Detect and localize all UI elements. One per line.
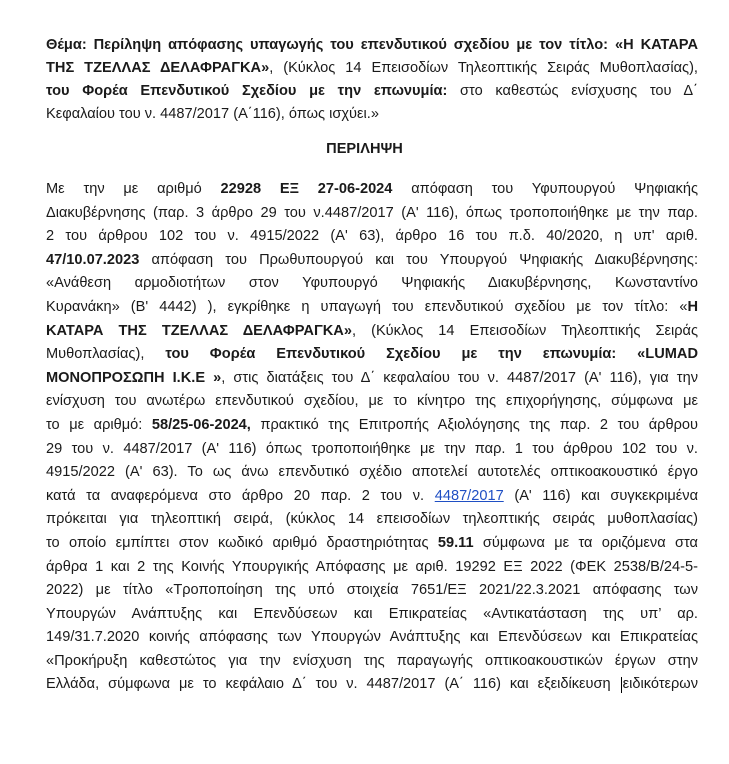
text-segment: 149/31.7.2020 κοινής απόφασης των Υπουργών Ανάπτυξης και Επενδύσεων και Επικρατείας bbox=[46, 629, 698, 646]
text-segment: ενίσχυση του ανωτέρω επενδυτικού σχεδίου, με το κίνητρο της επιχορήγησης, σύμφωνα με bbox=[46, 393, 698, 410]
subject-scheme-text: στο καθεστώς ενίσχυσης του Δ΄ bbox=[460, 83, 698, 99]
text-segment: Με την με αριθμό bbox=[46, 181, 202, 197]
body-line bbox=[46, 390, 698, 414]
text-segment: απόφαση του Υφυπουργού Ψηφιακής bbox=[411, 181, 698, 197]
body-line bbox=[46, 296, 698, 320]
body-line bbox=[46, 249, 698, 273]
subject-line-2 bbox=[46, 57, 698, 80]
text-segment: «Προκήρυξη καθεστώτος για την ενίσχυση της παραγωγής οπτικοακουστικών έργων στην bbox=[46, 652, 698, 669]
text-segment: Υπουργών Ανάπτυξης και Επενδύσεων και Επικρατείας «Αντικατάσταση της υπ’ αρ. bbox=[46, 605, 698, 622]
title-bold: Η bbox=[687, 298, 698, 315]
body-line bbox=[46, 532, 698, 556]
document-subject bbox=[46, 34, 698, 126]
body-line bbox=[46, 225, 698, 249]
subject-law-ref: Κεφαλαίου του ν. 4487/2017 (Α΄116), όπως ισχύει.» bbox=[46, 106, 379, 122]
decision-number: 22928 ΕΞ 27-06-2024 bbox=[220, 181, 393, 197]
text-segment: «Ανάθεση αρμοδιοτήτων στον Υφυπουργό Ψηφιακής Διακυβέρνησης, Κωνσταντίνο bbox=[46, 275, 698, 292]
text-segment: σύμφωνα με τα οριζόμενα στα bbox=[482, 534, 698, 551]
subject-line-3 bbox=[46, 80, 698, 103]
body-line bbox=[46, 178, 698, 202]
text-cursor bbox=[621, 677, 622, 693]
text-segment: 2022) με τίτλο «Τροποποίηση της υπό στοιχεία 7651/ΕΞ 2021/22.3.2021 απόφασης των bbox=[46, 582, 698, 599]
text-segment: κατά τα αναφερόμενα στο άρθρο 20 παρ. 2 του ν. bbox=[46, 487, 425, 504]
text-segment: απόφαση του Πρωθυπουργού και του Υπουργού Ψηφιακής Διακυβέρνησης: bbox=[151, 251, 699, 268]
text-segment: πρόκειται για τηλεοπτική σειρά, (κύκλος 14 επεισοδίων τηλεοπτικής σειράς μυθοπλασίας) bbox=[46, 511, 698, 528]
body-line bbox=[46, 579, 698, 603]
text-segment: Ελλάδα, σύμφωνα με το κεφάλαιο Δ΄ του ν. 4487/2017 (Α΄ 116) και εξειδίκευση bbox=[46, 676, 611, 693]
subject-title-bold: Θέμα: Περίληψη απόφασης υπαγωγής του επενδυτικού σχεδίου με τον τίτλο: «Η ΚΑΤΑΡΑ bbox=[46, 37, 698, 53]
text-segment: , (Κύκλος 14 Επεισοδίων Τηλεοπτικής Σειράς bbox=[351, 322, 698, 339]
text-segment: ειδικότερων bbox=[622, 676, 698, 693]
summary-paragraph bbox=[46, 178, 698, 697]
text-segment: (Α' 116) και συγκεκριμένα bbox=[514, 487, 699, 504]
body-line bbox=[46, 320, 698, 344]
text-segment: 2 του άρθρου 102 του ν. 4915/2022 (Α' 63), άρθρο 16 του π.δ. 40/2020, η υπ' αριθ. bbox=[46, 228, 698, 245]
text-segment: Μυθοπλασίας), bbox=[46, 346, 145, 363]
text-segment: 29 του ν. 4487/2017 (Α' 116) όπως τροποποιήθηκε με την παρ. 1 του άρθρου 102 του ν. bbox=[46, 440, 698, 457]
body-line bbox=[46, 272, 698, 296]
text-segment: το με αριθμό: bbox=[46, 416, 143, 433]
body-line bbox=[46, 414, 698, 438]
subject-line-4 bbox=[46, 103, 698, 126]
text-segment: Κυρανάκη» (Β' 4442) ), εγκρίθηκε η υπαγωγή του επενδυτικού σχεδίου με τον τίτλο: « bbox=[46, 298, 688, 315]
text-segment: πρακτικό της Επιτροπής Αξιολόγησης της παρ. 2 του άρθρου bbox=[260, 416, 698, 433]
body-line bbox=[46, 343, 698, 367]
body-line bbox=[46, 626, 698, 650]
text-segment: άρθρα 1 και 2 της Κοινής Υπουργικής Απόφασης με αριθ. 19292 ΕΞ 2022 (ΦΕΚ 2538/Β/24-5- bbox=[46, 558, 698, 575]
project-title: ΚΑΤΑΡΑ ΤΗΣ ΤΖΕΛΛΑΣ ΔΕΛΑΦΡΑΓΚΑ» bbox=[46, 322, 352, 339]
activity-code: 59.11 bbox=[437, 534, 474, 551]
body-line bbox=[46, 202, 698, 226]
body-line bbox=[46, 650, 698, 674]
law-link[interactable]: 4487/2017 bbox=[434, 487, 504, 504]
body-line bbox=[46, 438, 698, 462]
subject-title-bold-end: ΤΗΣ ΤΖΕΛΛΑΣ ΔΕΛΑΦΡΑΓΚΑ» bbox=[46, 60, 270, 76]
body-line bbox=[46, 367, 698, 391]
body-line bbox=[46, 485, 698, 509]
section-heading: ΠΕΡΙΛΗΨΗ bbox=[326, 141, 403, 157]
company-name: ΜΟΝΟΠΡΟΣΩΠΗ Ι.Κ.Ε » bbox=[46, 369, 222, 386]
body-line bbox=[46, 461, 698, 485]
subject-series-info: , (Κύκλος 14 Επεισοδίων Τηλεοπτικής Σειράς Μυθοπλασίας), bbox=[269, 60, 698, 76]
body-line bbox=[46, 556, 698, 580]
body-line bbox=[46, 603, 698, 627]
body-line bbox=[46, 508, 698, 532]
text-segment: , στις διατάξεις του Δ΄ κεφαλαίου του ν. 4487/2017 (Α' 116), για την bbox=[221, 369, 698, 386]
decision-ref: 47/10.07.2023 bbox=[46, 251, 140, 268]
subject-line-1 bbox=[46, 34, 698, 57]
text-segment: 4915/2022 (Α' 63). Το ως άνω επενδυτικό σχέδιο αποτελεί αυτοτελές οπτικοακουστικό έργο bbox=[46, 464, 698, 481]
body-line bbox=[46, 673, 698, 697]
text-segment: Διακυβέρνησης (παρ. 3 άρθρο 29 του ν.4487/2017 (Α' 116), όπως τροποποιήθηκε με την παρ. bbox=[46, 204, 698, 221]
text-segment: το οποίο εμπίπτει στον κωδικό αριθμό δραστηριότητας bbox=[46, 534, 429, 551]
minutes-number: 58/25-06-2024, bbox=[151, 416, 251, 433]
entity-label: του Φορέα Επενδυτικού Σχεδίου με την επωνυμία: «LUMAD bbox=[165, 346, 698, 363]
subject-entity-label: του Φορέα Επενδυτικού Σχεδίου με την επωνυμία: bbox=[46, 83, 448, 99]
